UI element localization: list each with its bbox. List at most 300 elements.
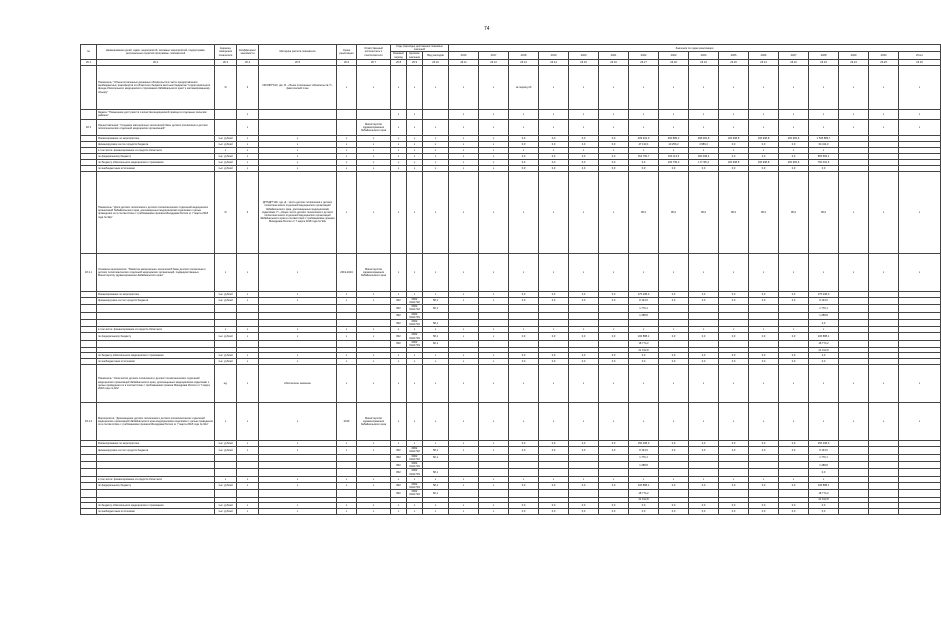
table-cell: 150 208,0 (629, 441, 659, 447)
table-cell: 0,0 (509, 159, 539, 165)
table-cell: х (689, 65, 719, 109)
table-cell: 0,0 (539, 359, 569, 365)
table-cell: 21 912,8 (629, 348, 659, 353)
table-cell (259, 340, 337, 347)
table-cell: 0,0 (809, 165, 839, 171)
table-cell: х (237, 147, 259, 153)
table-cell (337, 305, 357, 312)
table-cell: х (337, 291, 357, 297)
table-cell (599, 462, 629, 469)
index-cell: 26.20 (719, 59, 749, 65)
table-cell: х (423, 441, 449, 447)
table-cell: 0,0 (719, 447, 749, 454)
table-cell (869, 312, 899, 319)
table-cell: х (479, 403, 509, 441)
table-cell: 0,0 (689, 333, 719, 340)
table-cell: 802 (391, 333, 407, 340)
table-cell: х (357, 135, 391, 141)
table-cell (357, 340, 391, 347)
table-cell (899, 490, 941, 497)
row-label-cell (97, 454, 215, 461)
index-cell: 26.12 (479, 59, 509, 65)
table-cell (839, 454, 869, 461)
table-cell (779, 312, 809, 319)
table-cell (899, 340, 941, 347)
table-cell: х (629, 403, 659, 441)
table-cell: х (569, 119, 599, 135)
index-cell: 26.11 (449, 59, 479, 65)
table-cell: х (449, 297, 479, 304)
table-cell: х (719, 109, 749, 119)
table-cell: 802 (391, 454, 407, 461)
table-cell (215, 109, 237, 119)
table-row (81, 305, 941, 312)
table-cell: 18.1.1 (81, 253, 97, 291)
table-cell (839, 340, 869, 347)
table-cell: 0902 01Н1703 (407, 333, 423, 340)
table-cell (899, 320, 941, 327)
table-cell (689, 305, 719, 312)
table-cell: х (259, 253, 337, 291)
table-cell: х (629, 109, 659, 119)
table-cell (599, 312, 629, 319)
table-cell (449, 462, 479, 469)
table-cell: х (599, 253, 629, 291)
table-cell: х (809, 147, 839, 153)
table-cell: х (357, 476, 391, 482)
table-cell: 0,0 (539, 447, 569, 454)
table-cell: х (407, 327, 423, 333)
table-cell: х (719, 365, 749, 403)
table-cell: тыс. рублей (215, 353, 237, 359)
table-cell: х (599, 119, 629, 135)
table-cell (629, 469, 659, 476)
table-cell (569, 312, 599, 319)
col-header: Ответственный исполнитель и соисполнители (357, 45, 391, 60)
table-cell (689, 312, 719, 319)
table-cell (215, 320, 237, 327)
table-cell (81, 305, 97, 312)
table-cell: 0,0 (689, 482, 719, 489)
table-cell: х (689, 253, 719, 291)
table-cell (899, 447, 941, 454)
table-cell (659, 454, 689, 461)
table-cell (215, 305, 237, 312)
table-cell (479, 305, 509, 312)
table-cell: 106 998,8 (719, 135, 749, 141)
table-cell: х (259, 441, 337, 447)
table-cell (259, 320, 337, 327)
table-cell: х (337, 153, 357, 159)
table-cell: х (423, 502, 449, 508)
table-cell: х (479, 441, 509, 447)
row-label-cell: по внебюджетным источникам (97, 165, 215, 171)
table-cell (869, 454, 899, 461)
index-cell: 26.9 (407, 59, 423, 65)
table-cell: 175 208,0 (809, 291, 839, 297)
table-cell: х (509, 327, 539, 333)
table-cell: 0,0 (809, 508, 839, 514)
table-cell: 0,0 (659, 353, 689, 359)
table-cell: х (749, 65, 779, 109)
table-cell: 18 774,2 (809, 490, 839, 497)
table-cell: х (259, 403, 337, 441)
table-cell (215, 119, 237, 135)
table-cell: х (479, 119, 509, 135)
table-cell: 0,0 (629, 165, 659, 171)
table-cell (237, 320, 259, 327)
table-cell: 200 984,6 (779, 135, 809, 141)
table-cell (839, 333, 869, 340)
table-cell: 0,0 (539, 135, 569, 141)
row-label-cell: финансируемое за счет средств бюджета (97, 447, 215, 454)
table-cell: х (719, 65, 749, 109)
table-cell: 0,0 (749, 482, 779, 489)
table-cell: х (719, 119, 749, 135)
table-cell: х (839, 119, 869, 135)
table-cell (81, 365, 97, 403)
table-cell: х (391, 141, 407, 147)
table-cell: х (449, 441, 479, 447)
table-cell: 0902 01Н1703 (407, 320, 423, 327)
table-cell: 58,1 (423, 320, 449, 327)
table-cell (899, 297, 941, 304)
table-cell: х (237, 135, 259, 141)
table-cell: тыс. рублей (215, 508, 237, 514)
table-cell: х (869, 365, 899, 403)
table-cell (569, 454, 599, 461)
index-cell: 26.19 (689, 59, 719, 65)
table-cell: 18 774,2 (809, 340, 839, 347)
table-cell: 0,0 (569, 135, 599, 141)
table-cell (479, 320, 509, 327)
table-cell: х (479, 482, 509, 489)
table-cell: х (629, 476, 659, 482)
table-cell: х (629, 253, 659, 291)
table-cell: 0,0 (599, 141, 629, 147)
table-cell: 0,0 (599, 447, 629, 454)
table-cell: 0,0 (569, 291, 599, 297)
row-label-cell: по внебюджетным источникам (97, 508, 215, 514)
table-cell: х (479, 508, 509, 514)
table-cell: 802 (391, 462, 407, 469)
table-cell: х (337, 65, 357, 109)
table-cell: х (779, 327, 809, 333)
table-cell: х (659, 147, 689, 153)
table-cell: 0,0 (539, 333, 569, 340)
table-cell: 0,0 (719, 333, 749, 340)
table-cell: 150 208,0 (809, 441, 839, 447)
table-cell: 1 288,8 (629, 312, 659, 319)
table-cell (689, 454, 719, 461)
table-cell: 0,0 (689, 359, 719, 365)
row-label-cell: Основное мероприятие: "Развитие материально-технической базы детских поликлиник и детских поликлинических отделений медицинских организаций, подведомственных Министерству здравоохранения Забайкальского края" (97, 253, 215, 291)
table-cell (779, 454, 809, 461)
table-cell: х (449, 365, 479, 403)
table-cell: х (237, 359, 259, 365)
table-cell: 0,0 (569, 153, 599, 159)
table-cell: 1 288,8 (629, 462, 659, 469)
table-cell: 0,0 (509, 165, 539, 171)
table-cell: х (719, 476, 749, 482)
table-cell: 154 796,7 (629, 153, 659, 159)
table-cell: 0,0 (749, 291, 779, 297)
table-cell: 95,0 (779, 171, 809, 253)
table-cell: 0,0 (809, 502, 839, 508)
table-cell: х (899, 365, 941, 403)
table-cell: 1 776,1 (809, 454, 839, 461)
table-cell: 0,0 (509, 359, 539, 365)
table-cell: 0,0 (659, 508, 689, 514)
table-cell (719, 340, 749, 347)
table-cell: х (779, 253, 809, 291)
table-cell: х (569, 171, 599, 253)
table-cell: тыс. рублей (215, 165, 237, 171)
table-cell: 8 134,5 (809, 447, 839, 454)
table-cell: х (479, 109, 509, 119)
table-cell: х (259, 135, 337, 141)
table-cell: 0,0 (599, 359, 629, 365)
table-cell: 290 098,4 (689, 153, 719, 159)
table-cell: 0,0 (659, 441, 689, 447)
table-cell: х (259, 327, 337, 333)
table-cell: Министерство здравоохранения Забайкальского края (357, 119, 391, 135)
table-cell: х (423, 353, 449, 359)
table-cell (509, 490, 539, 497)
table-cell (259, 312, 337, 319)
table-cell: 58,1 (423, 482, 449, 489)
table-cell: х (629, 119, 659, 135)
table-cell: х (259, 147, 337, 153)
table-cell: х (509, 109, 539, 119)
index-cell: 26.10 (423, 59, 449, 65)
table-cell (479, 312, 509, 319)
table-cell: х (215, 147, 237, 153)
table-cell: х (479, 135, 509, 141)
table-cell: 0,0 (599, 159, 629, 165)
table-cell: х (449, 476, 479, 482)
table-cell (337, 490, 357, 497)
row-label-cell: по федеральному бюджету (97, 482, 215, 489)
row-label-cell: Показатель: "Количество детских поликлиник и детских поликлинических отделений медицинских организаций Забайкальского края, дооснащенных медицинскими изделиями с целью приведения их в соответствие с требованиями приказа Минздрава России от 7 марта 2018 года № 92н" (97, 365, 215, 403)
table-row (81, 508, 941, 514)
table-cell: х (357, 508, 391, 514)
table-cell: х (659, 109, 689, 119)
row-label-cell: в том числе: финансирование из средств областного (97, 147, 215, 153)
col-header: 2020 (569, 52, 599, 59)
table-cell (599, 320, 629, 327)
table-cell: х (449, 165, 479, 171)
table-cell: х (423, 119, 449, 135)
table-cell: х (391, 171, 407, 253)
table-cell: 0902 01Н1702 (407, 305, 423, 312)
table-cell: х (869, 109, 899, 119)
table-cell: х (809, 119, 839, 135)
table-cell: 2 (237, 171, 259, 253)
table-cell: тыс. рублей (215, 297, 237, 304)
col-header: Итого (899, 52, 941, 59)
col-header: Целевое значение (407, 52, 423, 59)
table-cell: х (391, 65, 407, 109)
table-cell (899, 469, 941, 476)
table-cell (689, 469, 719, 476)
table-cell: х (357, 365, 391, 403)
table-cell: х (407, 508, 423, 514)
index-cell: 26.15 (569, 59, 599, 65)
table-cell: х (449, 171, 479, 253)
table-cell (509, 462, 539, 469)
table-cell: х (809, 65, 839, 109)
table-cell: 0,0 (539, 297, 569, 304)
table-cell: х (479, 291, 509, 297)
table-cell: х (215, 403, 237, 441)
table-cell (749, 320, 779, 327)
col-header: 2030 (869, 52, 899, 59)
table-cell: х (391, 159, 407, 165)
table-cell (509, 454, 539, 461)
col-header: 2024 (689, 52, 719, 59)
table-cell: х (779, 403, 809, 441)
table-cell (719, 462, 749, 469)
col-header: Методика расчета показателя (259, 45, 337, 60)
row-label-cell: по федеральному бюджету (97, 153, 215, 159)
table-cell: х (869, 171, 899, 253)
table-cell: 0,0 (509, 502, 539, 508)
table-cell: х (539, 119, 569, 135)
table-cell: 0,0 (779, 165, 809, 171)
table-cell: х (899, 109, 941, 119)
table-cell (839, 447, 869, 454)
table-cell: х (839, 403, 869, 441)
table-cell: Министерство здравоохранения Забайкальского края (357, 253, 391, 291)
row-label-cell: в том числе: финансирование из средств областного (97, 327, 215, 333)
table-cell: х (539, 403, 569, 441)
table-cell: х (391, 153, 407, 159)
table-cell: х (749, 253, 779, 291)
table-cell: х (337, 365, 357, 403)
table-cell (479, 462, 509, 469)
table-cell: х (839, 253, 869, 291)
table-cell: х (357, 502, 391, 508)
table-cell (869, 297, 899, 304)
table-cell: х (237, 508, 259, 514)
row-label-cell: Финансирование по мероприятию (97, 135, 215, 141)
row-label-cell: Предоставление: "Создание материально-технической базы детских поликлиник и детских поликлинических отделений медицинских организаций" (97, 119, 215, 135)
index-cell: 26.21 (749, 59, 779, 65)
table-cell: х (423, 159, 449, 165)
table-cell (357, 469, 391, 476)
row-label-cell: по бюджету обязательного медицинского страхования (97, 159, 215, 165)
table-cell (719, 320, 749, 327)
table-cell: х (237, 353, 259, 359)
table-cell: х (749, 403, 779, 441)
index-cell: 26.25 (869, 59, 899, 65)
table-cell: 0,0 (779, 482, 809, 489)
table-cell: х (215, 476, 237, 482)
table-cell: х (391, 441, 407, 447)
table-cell: х (449, 353, 479, 359)
table-cell: х (259, 353, 337, 359)
table-cell: 0,0 (599, 353, 629, 359)
table-cell: 0,0 (599, 333, 629, 340)
table-cell: х (337, 508, 357, 514)
row-label-cell: Мероприятие: "Дооснащение детских поликлиник и детских поликлинических отделений медицинских организаций Забайкальского края медицинскими изделиями с целью приведения их в соответствие с требованиями приказа Минздрава России от 7 марта 2018 года № 92н" (97, 403, 215, 441)
table-cell: 0,0 (719, 141, 749, 147)
table-cell: х (391, 359, 407, 365)
table-cell: 0,0 (749, 153, 779, 159)
table-cell: 0902 01Н1703 (407, 312, 423, 319)
table-cell: 0,0 (659, 359, 689, 365)
table-cell: х (423, 403, 449, 441)
table-cell: 0902 01Н1703 (407, 469, 423, 476)
table-row (81, 469, 941, 476)
table-cell: 209 304,0 (629, 135, 659, 141)
table-cell: х (509, 253, 539, 291)
table-cell: 802 (391, 447, 407, 454)
table-cell: х (423, 327, 449, 333)
table-cell: х (479, 365, 509, 403)
row-label-cell (97, 305, 215, 312)
table-cell (899, 454, 941, 461)
table-cell: 0902 01Н1703 (407, 340, 423, 347)
table-cell (81, 454, 97, 461)
table-cell: х (237, 441, 259, 447)
table-cell (539, 462, 569, 469)
table-cell: х (539, 253, 569, 291)
table-cell (899, 312, 941, 319)
table-cell (337, 119, 357, 135)
table-cell: х (809, 109, 839, 119)
table-cell: 18 774,2 (629, 490, 659, 497)
table-cell (357, 462, 391, 469)
table-cell (779, 340, 809, 347)
table-cell: 0,0 (719, 165, 749, 171)
row-label-cell: по бюджету обязательного медицинского страхования (97, 353, 215, 359)
index-cell: 26.14 (539, 59, 569, 65)
table-cell: 0,0 (719, 441, 749, 447)
table-cell: х (869, 119, 899, 135)
table-cell (215, 469, 237, 476)
table-header (81, 45, 941, 66)
table-cell: х (391, 365, 407, 403)
table-cell: х (899, 119, 941, 135)
table-cell: х (259, 297, 337, 304)
table-cell: х (407, 159, 423, 165)
table-cell (749, 490, 779, 497)
table-cell (779, 320, 809, 327)
index-cell: 26.5 (259, 59, 337, 65)
table-cell: х (449, 359, 479, 365)
table-cell: 0,0 (689, 441, 719, 447)
table-cell (779, 305, 809, 312)
table-cell (509, 312, 539, 319)
table-cell: 802 (391, 490, 407, 497)
table-cell: х (407, 476, 423, 482)
table-cell: х (407, 171, 423, 253)
table-cell: х (659, 253, 689, 291)
table-cell: 0,0 (569, 165, 599, 171)
table-cell: х (259, 502, 337, 508)
table-cell (449, 490, 479, 497)
table-cell (81, 171, 97, 253)
table-cell: 58,1 (423, 447, 449, 454)
table-cell: % (215, 65, 237, 109)
table-cell: х (259, 153, 337, 159)
table-cell (539, 320, 569, 327)
table-row (81, 119, 941, 135)
table-cell: 0,0 (509, 333, 539, 340)
table-cell: х (237, 253, 259, 291)
